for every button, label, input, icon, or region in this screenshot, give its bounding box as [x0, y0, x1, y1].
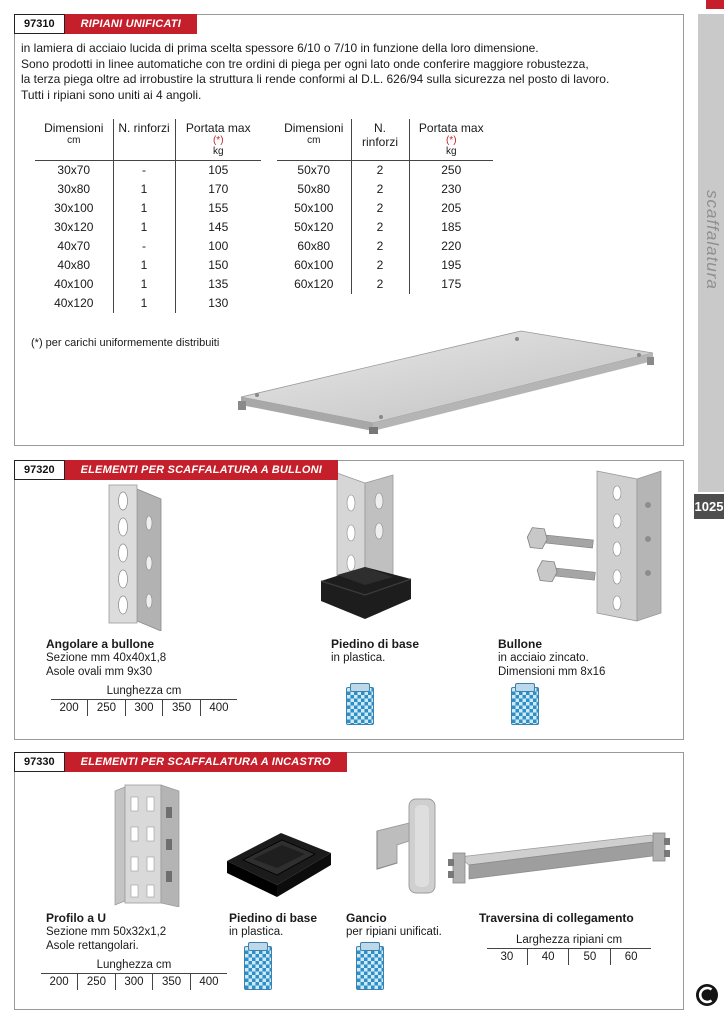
length-table — [41, 959, 227, 990]
package-icon — [244, 946, 272, 990]
width-table-label: Larghezza ripiani cm — [487, 934, 651, 949]
header-text: N. rinforzi — [118, 121, 170, 135]
product-spec: per ripiani unificati. — [346, 926, 442, 938]
table-cell: 400 — [199, 976, 219, 988]
table-cell: 30x100 — [35, 199, 113, 218]
corner-mark — [706, 0, 724, 9]
table-cell: 40x70 — [35, 237, 113, 256]
col-dimensioni — [277, 119, 351, 161]
header-text: Portata max — [185, 121, 251, 135]
table-cell: 145 — [208, 220, 229, 234]
u-profile-illustration — [103, 781, 203, 907]
table-cell: 130 — [208, 296, 229, 310]
section-title: ELEMENTI PER SCAFFALATURA A BULLONI — [65, 460, 338, 480]
table-cell: - — [113, 161, 175, 180]
section-ripiani-unificati — [14, 14, 684, 446]
table-cell: 205 — [441, 201, 462, 215]
table-cell: 1 — [113, 275, 175, 294]
section-code: 97320 — [14, 460, 65, 480]
table-cell: 220 — [441, 239, 462, 253]
table-row — [35, 256, 261, 275]
table-cell: 185 — [441, 220, 462, 234]
header-footnote-mark: (*) — [445, 135, 457, 146]
table-cell: 400 — [209, 702, 229, 714]
table-cell: 170 — [208, 182, 229, 196]
table-header-row — [35, 119, 261, 161]
section-title: RIPIANI UNIFICATI — [65, 14, 197, 34]
col-dimensioni — [35, 119, 113, 161]
table-cell: 30x120 — [35, 218, 113, 237]
table-cell: 300 — [115, 974, 153, 990]
product-spec: in plastica. — [331, 652, 386, 664]
product-spec: Sezione mm 40x40x1,8 — [46, 652, 167, 664]
table-row — [35, 237, 261, 256]
table-cell: 50x100 — [277, 199, 351, 218]
table-row — [277, 180, 493, 199]
table-cell: 40x80 — [35, 256, 113, 275]
width-table — [487, 934, 651, 965]
length-table-label: Lunghezza cm — [51, 685, 237, 700]
table-cell: 2 — [351, 218, 409, 237]
table-cell: 40x100 — [35, 275, 113, 294]
table-cell: 2 — [351, 199, 409, 218]
footnote: (*) per carichi uniformemente distribuiti — [31, 337, 220, 349]
table-row — [277, 161, 493, 180]
table-cell: 2 — [351, 161, 409, 180]
col-portata — [175, 119, 261, 161]
table-cell: 230 — [441, 182, 462, 196]
product-spec: in plastica. — [229, 926, 284, 938]
table-row — [35, 199, 261, 218]
product-name: Profilo a U — [46, 911, 107, 925]
table-row — [35, 218, 261, 237]
table-cell: 155 — [208, 201, 229, 215]
table-cell: 60x80 — [277, 237, 351, 256]
bolt-illustration — [485, 469, 670, 629]
publisher-logo-icon — [696, 984, 718, 1006]
section-elementi-bulloni — [14, 460, 684, 740]
product-name: Traversina di collegamento — [479, 911, 634, 925]
section-title: ELEMENTI PER SCAFFALATURA A INCASTRO — [65, 752, 347, 772]
header-text: Dimensioni — [284, 121, 344, 135]
table-cell: 175 — [441, 277, 462, 291]
product-spec: in acciaio zincato. — [498, 652, 589, 664]
table-cell: - — [113, 237, 175, 256]
header-text: Dimensioni — [44, 121, 104, 135]
table-cell: 350 — [163, 700, 201, 716]
intro-line: Sono prodotti in linee automatiche con tre ordini di piega per ogni lato onde conferire maggiore robustezza, — [21, 56, 589, 71]
table-cell: 195 — [441, 258, 462, 272]
table-cell: 1 — [113, 218, 175, 237]
base-foot-illustration — [307, 471, 427, 629]
table-cell: 30 — [487, 949, 527, 965]
table-row — [41, 974, 227, 990]
table-cell: 60x120 — [277, 275, 351, 294]
load-table-left — [35, 119, 261, 313]
table-row — [35, 275, 261, 294]
table-cell: 2 — [351, 275, 409, 294]
table-cell: 50 — [569, 949, 611, 965]
table-cell: 200 — [41, 974, 78, 990]
length-table-label: Lunghezza cm — [41, 959, 227, 974]
section-header — [14, 752, 347, 772]
side-tab-strip — [698, 14, 724, 492]
intro-line: la terza piega oltre ad irrobustire la struttura li rende conformi al D.L. 626/94 sulla sicurezza nel posto di lavoro. — [21, 72, 610, 86]
table-row — [35, 294, 261, 313]
section-code: 97310 — [14, 14, 65, 34]
table-row — [277, 256, 493, 275]
page-number-badge: 1025 — [694, 494, 724, 519]
table-row — [35, 161, 261, 180]
table-cell: 1 — [113, 180, 175, 199]
table-cell: 350 — [153, 974, 191, 990]
side-tab-label: scaffalatura — [703, 190, 722, 290]
table-row — [35, 180, 261, 199]
table-cell: 60x100 — [277, 256, 351, 275]
table-header-row — [277, 119, 493, 161]
crossbar-illustration — [445, 819, 673, 895]
hook-illustration — [355, 795, 455, 903]
table-row — [277, 275, 493, 294]
table-row — [51, 700, 237, 716]
header-unit: kg — [445, 146, 457, 157]
section-code: 97330 — [14, 752, 65, 772]
package-icon — [511, 687, 539, 725]
table-cell: 30x80 — [35, 180, 113, 199]
product-name: Piedino di base — [229, 911, 318, 925]
table-cell: 300 — [125, 700, 163, 716]
header-text: N. rinforzi — [361, 121, 398, 149]
table-cell: 50x80 — [277, 180, 351, 199]
col-rinforzi — [113, 119, 175, 161]
header-unit: cm — [307, 135, 321, 146]
header-text: Portata max — [418, 121, 484, 135]
table-cell: 150 — [208, 258, 229, 272]
table-cell: 100 — [208, 239, 229, 253]
table-cell: 250 — [441, 163, 462, 178]
table-cell: 200 — [51, 700, 88, 716]
section-header — [14, 14, 197, 34]
section-elementi-incastro — [14, 752, 684, 1010]
product-name: Angolare a bullone — [46, 637, 155, 651]
table-cell: 30x70 — [35, 161, 113, 180]
table-cell: 250 — [78, 974, 116, 990]
product-spec: Sezione mm 50x32x1,2 — [46, 926, 167, 938]
table-cell: 1 — [113, 256, 175, 275]
table-cell: 250 — [88, 700, 126, 716]
section-header — [14, 460, 338, 480]
angle-post-illustration — [75, 483, 190, 631]
table-cell: 40 — [527, 949, 569, 965]
shelf-panel-illustration — [221, 319, 661, 441]
product-spec: Asole rettangolari. — [46, 940, 139, 952]
length-table — [51, 685, 237, 716]
product-name: Piedino di base — [331, 637, 420, 651]
table-row — [277, 237, 493, 256]
package-icon — [356, 946, 384, 990]
table-cell: 135 — [208, 277, 229, 291]
load-table-right — [277, 119, 493, 294]
intro-line: Tutti i ripiani sono uniti ai 4 angoli. — [21, 87, 202, 102]
table-cell: 60 — [624, 951, 638, 963]
header-footnote-mark: (*) — [212, 135, 224, 146]
plastic-foot-illustration — [219, 823, 339, 903]
table-cell: 2 — [351, 256, 409, 275]
table-cell: 2 — [351, 237, 409, 256]
product-name: Gancio — [346, 911, 387, 925]
product-name: Bullone — [498, 637, 542, 651]
header-unit: cm — [67, 135, 81, 146]
table-cell: 50x120 — [277, 218, 351, 237]
product-spec: Asole ovali mm 9x30 — [46, 666, 153, 678]
intro-text — [21, 41, 609, 103]
col-rinforzi — [351, 119, 409, 161]
table-cell: 2 — [351, 180, 409, 199]
table-cell: 105 — [208, 163, 229, 178]
table-row — [277, 218, 493, 237]
table-cell: 1 — [113, 199, 175, 218]
table-cell: 50x70 — [277, 161, 351, 180]
table-row — [487, 949, 651, 965]
table-row — [277, 199, 493, 218]
product-spec: Dimensioni mm 8x16 — [498, 666, 606, 678]
col-portata — [409, 119, 493, 161]
table-cell: 40x120 — [35, 294, 113, 313]
intro-line: in lamiera di acciaio lucida di prima scelta spessore 6/10 o 7/10 in funzione della loro dimensione. — [21, 41, 539, 55]
header-unit: kg — [212, 146, 224, 157]
package-icon — [346, 687, 374, 725]
table-cell: 1 — [113, 294, 175, 313]
